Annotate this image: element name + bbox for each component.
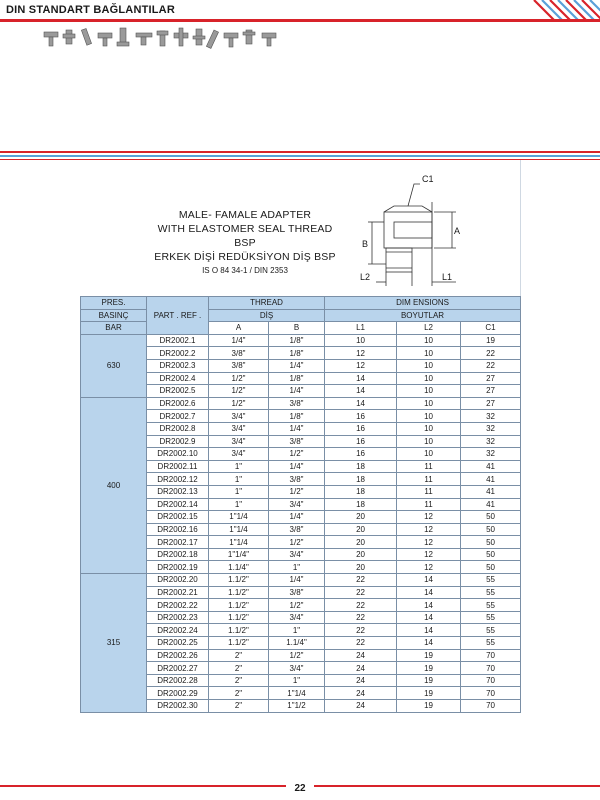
cell-part-ref: DR2002.6 (147, 397, 209, 410)
cell-dim-c1: 55 (461, 574, 521, 587)
cell-thread-b: 3/8" (269, 397, 325, 410)
cell-dim-l2: 14 (397, 624, 461, 637)
table-row (81, 599, 521, 612)
product-panel (80, 160, 521, 710)
cell-dim-l1: 20 (325, 536, 397, 549)
cell-dim-l2: 10 (397, 422, 461, 435)
cell-thread-b: 1/2" (269, 599, 325, 612)
table-row (81, 410, 521, 423)
table-row (81, 536, 521, 549)
cell-dim-c1: 55 (461, 611, 521, 624)
cell-dim-l1: 20 (325, 523, 397, 536)
cell-part-ref: DR2002.4 (147, 372, 209, 385)
cell-dim-l2: 19 (397, 662, 461, 675)
diagram-label-c1: C1 (422, 174, 434, 184)
cell-dim-c1: 70 (461, 700, 521, 713)
product-title-line-2: WITH ELASTOMER SEAL THREAD BSP (157, 223, 333, 249)
cell-thread-b: 3/4" (269, 662, 325, 675)
cell-part-ref: DR2002.20 (147, 574, 209, 587)
cell-dim-l1: 24 (325, 649, 397, 662)
cell-dim-c1: 41 (461, 460, 521, 473)
cell-dim-c1: 32 (461, 422, 521, 435)
cell-dim-c1: 70 (461, 649, 521, 662)
table-row (81, 700, 521, 713)
table-row (81, 674, 521, 687)
cell-dim-c1: 27 (461, 385, 521, 398)
cell-dim-c1: 50 (461, 561, 521, 574)
cell-thread-b: 3/4" (269, 498, 325, 511)
cell-dim-c1: 70 (461, 687, 521, 700)
cell-dim-l1: 24 (325, 662, 397, 675)
cell-thread-a: 1.1/4" (209, 561, 269, 574)
cell-thread-a: 1" (209, 460, 269, 473)
cell-thread-a: 3/4" (209, 435, 269, 448)
table-row (81, 611, 521, 624)
cell-dim-l1: 22 (325, 586, 397, 599)
cell-part-ref: DR2002.29 (147, 687, 209, 700)
cell-part-ref: DR2002.23 (147, 611, 209, 624)
cell-dim-c1: 70 (461, 662, 521, 675)
cell-dim-l2: 10 (397, 435, 461, 448)
table-row (81, 662, 521, 675)
cell-thread-a: 2" (209, 687, 269, 700)
cell-thread-b: 3/4" (269, 548, 325, 561)
cell-part-ref: DR2002.18 (147, 548, 209, 561)
cell-dim-l1: 24 (325, 700, 397, 713)
fittings-icons-strip (40, 24, 280, 58)
cell-dim-l2: 12 (397, 561, 461, 574)
cell-dim-l2: 10 (397, 372, 461, 385)
table-row (81, 448, 521, 461)
cell-dim-l1: 14 (325, 385, 397, 398)
cell-dim-l1: 16 (325, 410, 397, 423)
cell-thread-a: 1" (209, 473, 269, 486)
cell-dim-l1: 20 (325, 548, 397, 561)
cell-dim-l2: 11 (397, 498, 461, 511)
cell-thread-b: 1/8" (269, 372, 325, 385)
cell-dim-l2: 10 (397, 359, 461, 372)
cell-dim-l1: 16 (325, 448, 397, 461)
cell-dim-l2: 10 (397, 448, 461, 461)
cell-dim-c1: 32 (461, 410, 521, 423)
header-red-line (0, 19, 600, 22)
table-row (81, 435, 521, 448)
cell-thread-b: 1/4" (269, 574, 325, 587)
col-head-thread: THREAD (209, 297, 325, 310)
cell-dim-l2: 14 (397, 637, 461, 650)
cell-part-ref: DR2002.11 (147, 460, 209, 473)
cell-thread-a: 1.1/2" (209, 586, 269, 599)
cell-part-ref: DR2002.25 (147, 637, 209, 650)
cell-part-ref: DR2002.17 (147, 536, 209, 549)
cell-part-ref: DR2002.9 (147, 435, 209, 448)
cell-dim-l1: 22 (325, 599, 397, 612)
cell-thread-b: 1" (269, 624, 325, 637)
cell-thread-a: 3/4" (209, 410, 269, 423)
cell-part-ref: DR2002.15 (147, 511, 209, 524)
col-head-boyutlar: BOYUTLAR (325, 309, 521, 322)
cell-part-ref: DR2002.10 (147, 448, 209, 461)
header-title: DIN STANDART BAĞLANTILAR (6, 4, 175, 16)
cell-dim-c1: 41 (461, 485, 521, 498)
cell-thread-a: 1.1/2" (209, 611, 269, 624)
table-row (81, 385, 521, 398)
cell-dim-c1: 55 (461, 624, 521, 637)
cell-thread-a: 1/2" (209, 372, 269, 385)
cell-dim-c1: 50 (461, 523, 521, 536)
cell-dim-l1: 14 (325, 397, 397, 410)
cell-thread-a: 3/4" (209, 422, 269, 435)
table-body (81, 334, 521, 712)
cell-dim-l1: 22 (325, 611, 397, 624)
cell-dim-l1: 18 (325, 485, 397, 498)
cell-thread-b: 1/8" (269, 410, 325, 423)
cell-dim-l2: 12 (397, 536, 461, 549)
cell-dim-l2: 19 (397, 649, 461, 662)
col-head-a: A (209, 322, 269, 335)
cell-dim-l2: 14 (397, 611, 461, 624)
table-row (81, 574, 521, 587)
cell-thread-a: 1.1/2" (209, 599, 269, 612)
table-row (81, 460, 521, 473)
cell-thread-b: 1"1/4 (269, 687, 325, 700)
cell-dim-l1: 18 (325, 460, 397, 473)
cell-dim-c1: 19 (461, 334, 521, 347)
cell-part-ref: DR2002.22 (147, 599, 209, 612)
cell-part-ref: DR2002.19 (147, 561, 209, 574)
cell-thread-a: 1" (209, 485, 269, 498)
col-head-b: B (269, 322, 325, 335)
col-head-bar: BAR (81, 322, 147, 335)
cell-thread-a: 1"1/4 (209, 523, 269, 536)
cell-part-ref: DR2002.7 (147, 410, 209, 423)
cell-thread-a: 1"1/4 (209, 511, 269, 524)
cell-thread-a: 1/2" (209, 385, 269, 398)
table-row (81, 485, 521, 498)
dimensions-table (80, 296, 521, 713)
cell-dim-l2: 19 (397, 687, 461, 700)
page-header (0, 0, 600, 20)
cell-thread-b: 3/8" (269, 586, 325, 599)
cell-dim-l1: 12 (325, 347, 397, 360)
table-row (81, 422, 521, 435)
cell-thread-a: 1"1/4 (209, 536, 269, 549)
cell-thread-b: 1/4" (269, 422, 325, 435)
pressure-cell: 630 (81, 334, 147, 397)
table-row (81, 498, 521, 511)
cell-thread-b: 1.1/4" (269, 637, 325, 650)
cell-thread-b: 1/8" (269, 347, 325, 360)
cell-thread-a: 3/8" (209, 347, 269, 360)
table-row (81, 561, 521, 574)
table-row (81, 586, 521, 599)
cell-thread-a: 1.1/2" (209, 637, 269, 650)
table-row (81, 637, 521, 650)
cell-dim-c1: 22 (461, 347, 521, 360)
table-row (81, 359, 521, 372)
cell-dim-l2: 11 (397, 460, 461, 473)
table-row (81, 334, 521, 347)
cell-thread-a: 3/8" (209, 359, 269, 372)
cell-dim-c1: 50 (461, 548, 521, 561)
cell-dim-l1: 22 (325, 574, 397, 587)
cell-dim-l1: 20 (325, 511, 397, 524)
product-header (80, 160, 520, 296)
cell-dim-l1: 24 (325, 674, 397, 687)
cell-dim-l2: 14 (397, 586, 461, 599)
product-title-line-3: ERKEK DİŞİ REDÜKSİYON DİŞ BSP (154, 251, 336, 263)
diagram-label-a: A (454, 226, 461, 236)
cell-dim-c1: 41 (461, 473, 521, 486)
cell-thread-b: 1/2" (269, 485, 325, 498)
cell-dim-l2: 12 (397, 523, 461, 536)
table-row (81, 523, 521, 536)
col-head-l2: L2 (397, 322, 461, 335)
cell-part-ref: DR2002.16 (147, 523, 209, 536)
cell-dim-l2: 12 (397, 548, 461, 561)
cell-dim-c1: 55 (461, 599, 521, 612)
table-row (81, 347, 521, 360)
cell-part-ref: DR2002.2 (147, 347, 209, 360)
cell-dim-l2: 10 (397, 410, 461, 423)
cell-part-ref: DR2002.13 (147, 485, 209, 498)
table-row (81, 473, 521, 486)
product-standard: IS O 84 34-1 / DIN 2353 (202, 266, 288, 275)
cell-dim-l1: 10 (325, 334, 397, 347)
cell-dim-l1: 22 (325, 624, 397, 637)
cell-thread-a: 2" (209, 674, 269, 687)
cell-thread-a: 2" (209, 662, 269, 675)
cell-part-ref: DR2002.27 (147, 662, 209, 675)
cell-dim-c1: 50 (461, 536, 521, 549)
cell-dim-l1: 16 (325, 435, 397, 448)
table-row (81, 372, 521, 385)
cell-dim-c1: 41 (461, 498, 521, 511)
table-row (81, 511, 521, 524)
cell-dim-c1: 55 (461, 586, 521, 599)
table-row (81, 624, 521, 637)
cell-dim-l1: 18 (325, 498, 397, 511)
pressure-cell: 400 (81, 397, 147, 573)
cell-thread-b: 3/8" (269, 523, 325, 536)
pressure-cell: 315 (81, 574, 147, 713)
cell-thread-b: 3/8" (269, 435, 325, 448)
cell-thread-a: 2" (209, 700, 269, 713)
col-head-dimensions: DIM ENSIONS (325, 297, 521, 310)
cell-dim-l2: 11 (397, 485, 461, 498)
cell-dim-l2: 10 (397, 397, 461, 410)
cell-dim-l1: 24 (325, 687, 397, 700)
cell-part-ref: DR2002.24 (147, 624, 209, 637)
cell-part-ref: DR2002.26 (147, 649, 209, 662)
cell-dim-c1: 55 (461, 637, 521, 650)
cell-dim-l1: 16 (325, 422, 397, 435)
cell-thread-b: 1" (269, 561, 325, 574)
cell-thread-b: 1/4" (269, 359, 325, 372)
col-head-partref: PART . REF . (147, 297, 209, 335)
col-head-l1: L1 (325, 322, 397, 335)
cell-dim-c1: 27 (461, 397, 521, 410)
cell-thread-b: 1/4" (269, 385, 325, 398)
cell-thread-b: 1/2" (269, 448, 325, 461)
cell-dim-c1: 32 (461, 448, 521, 461)
cell-thread-b: 1"1/2 (269, 700, 325, 713)
table-row (81, 649, 521, 662)
cell-dim-c1: 70 (461, 674, 521, 687)
cell-thread-a: 1.1/2" (209, 624, 269, 637)
cell-thread-b: 1/2" (269, 536, 325, 549)
page-number: 22 (294, 783, 306, 794)
cell-thread-a: 1.1/2" (209, 574, 269, 587)
cell-thread-a: 1" (209, 498, 269, 511)
table-row (81, 548, 521, 561)
product-title-line-1: MALE- FAMALE ADAPTER (178, 209, 312, 221)
cell-thread-a: 3/4" (209, 448, 269, 461)
cell-dim-c1: 32 (461, 435, 521, 448)
band-red-top (0, 151, 600, 153)
cell-part-ref: DR2002.14 (147, 498, 209, 511)
cell-dim-l2: 10 (397, 334, 461, 347)
cell-dim-l1: 20 (325, 561, 397, 574)
cell-thread-b: 1" (269, 674, 325, 687)
cell-dim-c1: 50 (461, 511, 521, 524)
cell-dim-l2: 11 (397, 473, 461, 486)
cell-dim-l1: 12 (325, 359, 397, 372)
header-stripes (520, 0, 600, 20)
cell-thread-a: 2" (209, 649, 269, 662)
cell-part-ref: DR2002.1 (147, 334, 209, 347)
col-head-c1: C1 (461, 322, 521, 335)
cell-part-ref: DR2002.28 (147, 674, 209, 687)
adapter-diagram (346, 168, 476, 292)
diagram-label-l1: L1 (442, 272, 453, 282)
cell-dim-l2: 12 (397, 511, 461, 524)
cell-part-ref: DR2002.21 (147, 586, 209, 599)
table-row (81, 397, 521, 410)
cell-part-ref: DR2002.5 (147, 385, 209, 398)
cell-part-ref: DR2002.30 (147, 700, 209, 713)
cell-thread-b: 1/4" (269, 511, 325, 524)
col-head-dis: DİŞ (209, 309, 325, 322)
cell-thread-b: 3/4" (269, 611, 325, 624)
cell-dim-l2: 14 (397, 574, 461, 587)
cell-dim-l1: 18 (325, 473, 397, 486)
cell-dim-c1: 22 (461, 359, 521, 372)
cell-thread-a: 1"1/4" (209, 548, 269, 561)
cell-dim-l1: 14 (325, 372, 397, 385)
cell-dim-l2: 19 (397, 700, 461, 713)
cell-dim-l2: 19 (397, 674, 461, 687)
cell-dim-l2: 14 (397, 599, 461, 612)
cell-dim-c1: 27 (461, 372, 521, 385)
cell-dim-l2: 10 (397, 385, 461, 398)
col-head-basinc: BASINÇ (81, 309, 147, 322)
cell-thread-a: 1/4" (209, 334, 269, 347)
col-head-pres: PRES. (81, 297, 147, 310)
cell-part-ref: DR2002.3 (147, 359, 209, 372)
cell-part-ref: DR2002.8 (147, 422, 209, 435)
cell-thread-a: 1/2" (209, 397, 269, 410)
diagram-label-b: B (362, 239, 369, 249)
cell-dim-l1: 22 (325, 637, 397, 650)
table-row (81, 687, 521, 700)
cell-thread-b: 1/2" (269, 649, 325, 662)
cell-thread-b: 3/8" (269, 473, 325, 486)
cell-dim-l2: 10 (397, 347, 461, 360)
product-title-block (150, 208, 340, 277)
cell-part-ref: DR2002.12 (147, 473, 209, 486)
cell-thread-b: 1/4" (269, 460, 325, 473)
cell-thread-b: 1/8" (269, 334, 325, 347)
diagram-label-l2: L2 (360, 272, 371, 282)
band-blue (0, 155, 600, 157)
